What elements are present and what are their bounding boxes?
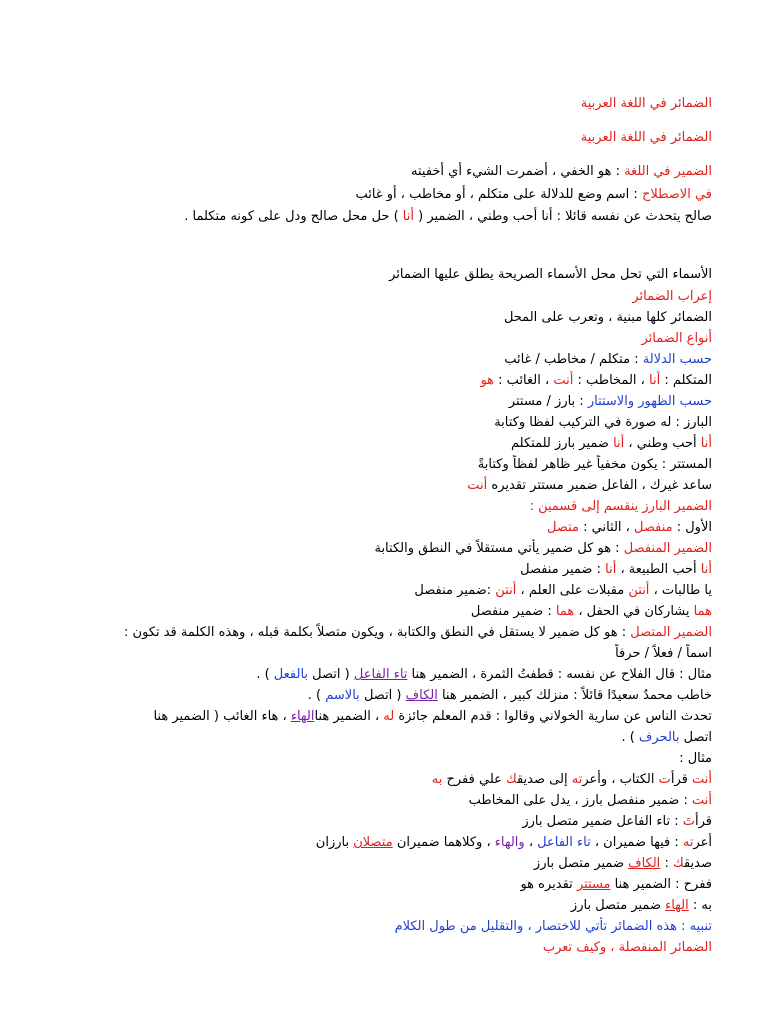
sadiquk-k: ك <box>672 856 684 871</box>
huma-huma: هما <box>693 604 712 619</box>
hasab-zuhur-label: حسب الظهور والاستتار <box>587 394 712 409</box>
ittasala-b: ) . <box>621 730 639 745</box>
anwaa-heading: أنواع الضمائر <box>641 331 712 346</box>
bihi-line <box>20 896 712 916</box>
mutakallim-ana: أنا <box>649 373 661 388</box>
anta-munfasil-text: : ضمير منفصل بارز ، يدل على المخاطب <box>468 793 692 808</box>
anta-qara-c: إلى صديق <box>516 772 572 787</box>
mithal1-c: ) . <box>256 667 274 682</box>
qarata-line <box>20 812 712 832</box>
anta-qara-d: علي ففرح <box>442 772 507 787</box>
mithal1-b: ( اتصل <box>308 667 354 682</box>
fafariha-a: ففرح : الضمير هنا <box>610 877 712 892</box>
doc-title-repeat: الضمائر في اللغة العربية <box>580 130 712 145</box>
salih-ana: أنا <box>402 209 414 224</box>
tahaddath-a: تحدث الناس عن سارية الخولاني وقالوا : قدم المعلم جائزة <box>394 709 712 724</box>
def-term-text: : اسم وضع للدلالة على متكلم ، أو مخاطب ، أو غائب <box>355 187 642 202</box>
khatab-kaf: الكاف <box>405 688 438 703</box>
anta-qara-tuhu: ته <box>571 772 583 787</box>
aartahu-a: أعر <box>693 835 712 850</box>
munfasil-label: الضمير المنفصل <box>623 541 712 556</box>
salih-text-a: صالح يتحدث عن نفسه قائلا : أنا أحب وطني ، الضمير ( <box>414 209 712 224</box>
aartahu-b: : فيها ضميران ، <box>590 835 683 850</box>
huma-b: : ضمير منفصل <box>470 604 556 619</box>
anta-qara-bihi: به <box>431 772 443 787</box>
awwal-line <box>20 518 712 538</box>
talibat-c: :ضمير منفصل <box>414 583 496 598</box>
bihi-b: به <box>701 898 712 913</box>
talibat-antunna2: أنتن <box>495 583 517 598</box>
aartahu-c: ، <box>524 835 538 850</box>
anta-qara-ka: ك <box>506 772 517 787</box>
mutakallim-anta: أنت <box>553 373 574 388</box>
qarata-b: : تاء الفاعل ضمير متصل بارز <box>522 814 683 829</box>
ana-bariz-b: ضمير بارز للمتكلم <box>511 436 614 451</box>
tahaddath-lahu: له <box>383 709 395 724</box>
aartahu-haa: والهاء <box>494 835 525 850</box>
sadiquk-line <box>20 854 712 874</box>
hasab-zuhur-line <box>20 392 712 412</box>
aartahu-taa: تاء الفاعل <box>537 835 591 850</box>
ittasala-harf: بالحرف <box>638 730 680 745</box>
saed-anta: أنت <box>467 478 488 493</box>
fafariha-line <box>20 875 712 895</box>
bihi-haa: الهاء <box>665 898 689 913</box>
mutakallim-c: ، الغائب : <box>494 373 554 388</box>
saed-a: ساعد غيرك ، الفاعل ضمير مستتر تقديره <box>487 478 712 493</box>
def-lang-line <box>20 162 712 182</box>
anta-qara-a: قرأ <box>670 772 692 787</box>
tahaddath-haa: الهاء <box>290 709 315 724</box>
awwal-b: ، الثاني : <box>578 520 634 535</box>
aartahu-e: بارزان <box>315 835 354 850</box>
ittasala-a: اتصل <box>679 730 712 745</box>
hasab-dalala-line <box>20 350 712 370</box>
ana-tabia-ana: أنا <box>700 562 712 577</box>
khatab-bilism: بالاسم <box>325 688 360 703</box>
irab-text: الضمائر كلها مبنية ، وتعرب على المحل <box>503 310 712 325</box>
irab-heading: إعراب الضمائر <box>632 289 712 304</box>
mithal1-a: مثال : قال الفلاح عن نفسه : قطفتُ الثمرة ، الضمير هنا <box>407 667 712 682</box>
muttasil-line <box>20 623 712 643</box>
ana-bariz-ana: أنا <box>700 436 712 451</box>
ana-tabia-b: : ضمير منفصل <box>520 562 606 577</box>
mutakallim-huwa: هو <box>480 373 495 388</box>
anta-munfasil-line <box>20 791 712 811</box>
bihi-c: ضمير متصل بارز <box>570 898 666 913</box>
def-lang-label: الضمير في اللغة <box>624 164 712 179</box>
fafariha-b: تقديره هو <box>520 877 577 892</box>
asmaa-line: الأسماء التي تحل محل الأسماء الصريحة يطلق عليها الضمائر <box>389 267 712 282</box>
hasab-dalala-label: حسب الدلالة <box>642 352 712 367</box>
mithal1-taa: تاء الفاعل <box>353 667 408 682</box>
aartahu-tuhu: ته <box>682 835 694 850</box>
fafariha-mustatir: مستتر <box>576 877 611 892</box>
ana-tabia-a: أحب الطبيعة ، <box>616 562 701 577</box>
bariz-def: البارز : له صورة في التركيب لفظا وكتابة <box>494 415 712 430</box>
anta-munfasil-anta: أنت <box>692 793 712 808</box>
tahaddath-b: ، الضمير هنا <box>314 709 384 724</box>
talibat-line <box>20 581 712 601</box>
khatab-a: خاطب محمدٌ سعيدًا قائلاً : منزلك كبير ، الضمير هنا <box>437 688 712 703</box>
khatab-c: ) . <box>307 688 326 703</box>
mustatir-def: المستتر : يكون مخفياً غير ظاهر لفظاً وكتابةً <box>477 457 712 472</box>
tahaddath-c: ، هاء الغائب ( الضمير هنا <box>153 709 291 724</box>
def-lang-text: : هو الخفي ، أضمرت الشيء أي أخفيته <box>411 164 625 179</box>
ana-tabia-ana2: أنا <box>605 562 617 577</box>
anta-qara-ta: ت <box>658 772 671 787</box>
ana-bariz-line <box>20 434 712 454</box>
sadiquk-b: : <box>660 856 673 871</box>
sadiquk-c: ضمير متصل بارز <box>533 856 629 871</box>
anta-qara-b: الكتاب ، وأعر <box>582 772 659 787</box>
ittasala-line <box>20 728 712 748</box>
mithal1-bilfil: بالفعل <box>273 667 309 682</box>
ana-bariz-ana2: أنا <box>613 436 625 451</box>
ism-line: اسماً / فعلاً / حرفاً <box>615 646 712 661</box>
aartahu-d: ، وكلاهما ضميران <box>392 835 495 850</box>
mutakallim-line <box>20 371 712 391</box>
doc-title: الضمائر في اللغة العربية <box>580 96 712 111</box>
talibat-b: مقبلات على العلم ، <box>516 583 629 598</box>
salih-text-b: ) حل محل صالح ودل على كونه متكلما . <box>184 209 403 224</box>
mutakallim-a: المتكلم : <box>660 373 712 388</box>
anta-qara-anta: أنت <box>692 772 712 787</box>
ana-bariz-a: أحب وطني ، <box>624 436 701 451</box>
def-term-label: في الاصطلاح <box>641 187 712 202</box>
huma-a: يشاركان في الحفل ، <box>574 604 694 619</box>
bihi-a: : <box>688 898 702 913</box>
hasab-zuhur-text: : بارز / مستتر <box>508 394 588 409</box>
last-line: الضمائر المنفصلة ، وكيف تعرب <box>542 940 712 955</box>
awwal-a: الأول : <box>672 520 712 535</box>
awwal-munfasil: منفصل <box>634 520 673 535</box>
aartahu-line <box>20 833 712 853</box>
mutakallim-b: ، المخاطب : <box>573 373 649 388</box>
saed-line <box>20 476 712 496</box>
awwal-muttasil: متصل <box>546 520 579 535</box>
sadiquk-kaf: الكاف <box>628 856 661 871</box>
huma-huma2: هما <box>555 604 575 619</box>
anta-qara-line <box>20 770 712 790</box>
muttasil-label: الضمير المتصل <box>630 625 712 640</box>
huma-line <box>20 602 712 622</box>
munfasil-text: : هو كل ضمير يأتي مستقلاً في النطق والكتابة <box>374 541 624 556</box>
sadiquk-a: صديق <box>683 856 712 871</box>
salih-example <box>20 207 712 227</box>
ana-tabia-line <box>20 560 712 580</box>
talibat-a: يا طالبات ، <box>649 583 712 598</box>
qarata-a: قرأ <box>695 814 712 829</box>
talibat-antunna: أنتن <box>628 583 650 598</box>
bariz-split-heading: الضمير البارز ينقسم إلى قسمين : <box>529 499 712 514</box>
muttasil-text: : هو كل ضمير لا يستقل في النطق والكتابة ، ويكون متصلاً بكلمة قبله ، وهذه الكلمة قد تكون : <box>124 625 631 640</box>
khatab-line <box>20 686 712 706</box>
mithal2-line: مثال : <box>679 751 712 766</box>
hasab-dalala-text: : متكلم / مخاطب / غائب <box>504 352 643 367</box>
munfasil-line <box>20 539 712 559</box>
khatab-b: ( اتصل <box>359 688 406 703</box>
qarata-t: تَ <box>682 814 695 829</box>
aartahu-muttasilan: متصلان <box>353 835 393 850</box>
tanbih-line: تنبيه : هذه الضمائر تأتي للاختصار ، والتقليل من طول الكلام <box>394 919 712 934</box>
mithal1-line <box>20 665 712 685</box>
tahaddath-line <box>20 707 712 727</box>
def-term-line <box>20 185 712 205</box>
